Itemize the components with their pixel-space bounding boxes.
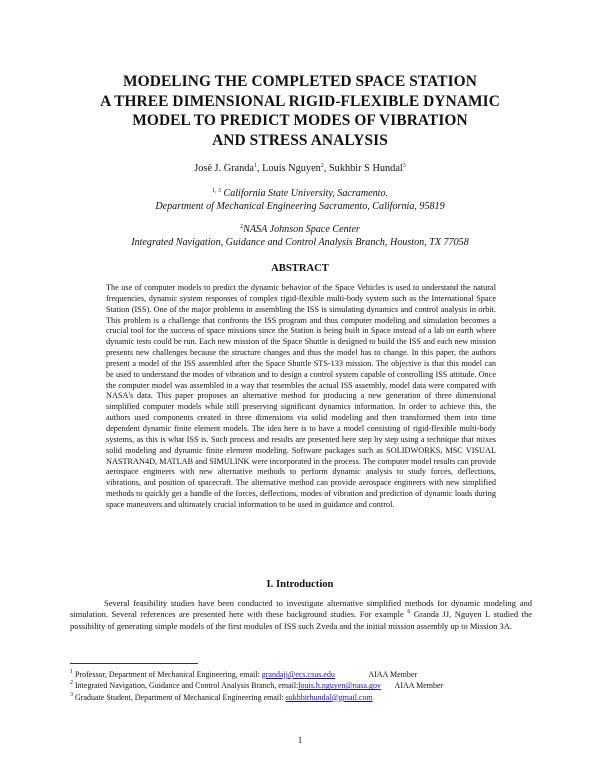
footnote-text: Graduate Student, Department of Mechanical Engineering email: <box>75 692 286 702</box>
affiliation-mark: 1, 3 <box>211 188 221 194</box>
email-link[interactable]: louis.h.nguyen@nasa.gov <box>298 681 381 691</box>
author-affiliation-mark: 3 <box>402 163 406 169</box>
intro-paragraph <box>70 598 532 632</box>
footnote-mark: 1 <box>70 669 73 675</box>
author-affiliation-mark: 2 <box>320 163 324 169</box>
title-line: AND STRESS ANALYSIS <box>212 131 388 149</box>
affiliation-mark: 2 <box>240 224 244 230</box>
footnote-text: Integrated Navigation, Guidance and Control Analysis Branch, email: <box>75 681 299 691</box>
footnote-mark: 2 <box>70 680 73 687</box>
affiliation-block <box>0 223 600 249</box>
intro-text: Several feasibility studies have been conducted to investigate alternative simplified methods for dynamic modeling and simulation. Several references are presented here with these background studies. For example <box>70 598 532 620</box>
author-name: Sukhbir S Hundal <box>328 163 403 174</box>
author-affiliation-mark: 1 <box>254 163 257 169</box>
title-line: MODELING THE COMPLETED SPACE STATION <box>123 73 477 90</box>
footnote <box>70 680 540 691</box>
page-number: 1 <box>297 735 303 745</box>
author-list: José J. Granda$^1$, Louis Nguyen$^2$, Sukhbir S Hundal$^3$ <box>194 163 406 174</box>
author-name: José J. Granda <box>194 163 254 174</box>
email-link[interactable]: sukhbirhundal@gmail.com <box>285 692 373 702</box>
title-line: A THREE DIMENSIONAL RIGID-FLEXIBLE DYNAMIC <box>100 92 500 110</box>
abstract-heading: ABSTRACT <box>271 263 329 274</box>
intro-text: Granda JJ, Nguyen L studied the possibility of generating simple models of the first modules of ISS such Zveda and the initial mission assembly up to Mission 3A. <box>70 609 533 631</box>
title-line: MODEL TO PREDICT MODES OF VIBRATION <box>132 112 468 129</box>
membership-label: AIAA Member <box>368 670 418 679</box>
footnote <box>70 669 540 680</box>
abstract-text: The use of computer models to predict the dynamic behavior of the Space Vehicles is used to understand the natural frequencies, dynamic system responses of complex rigid-flexible multi-body system such as the International Space Station (ISS). One of the major problems in assembling the ISS is simulating dynamics and control analysis in orbit. This problem is a challenge that confronts the ISS program and thus computer modeling and simulation becomes a crucial tool for the success of space missions since the Station is being built in Space instead of a lab on earth where dynamic tests could be run. Each new mission of the Space Shuttle is designed to build the ISS and each new mission presents new challenges because the structure changes and thus the model has to change. In this paper, the authors present a model of the ISS assembled after the Space Shuttle STS-133 mission. The objective is that this model can be used to understand the modes of vibration and to design a control system capable of controlling ISS attitude. Once the computer model was assembled in a way that resembles the actual ISS assembly, model data were compared with NASA's data. This paper proposes an alternative method for producing a new generation of three dimensional simplified computer models while still preserving significant dynamics information. In order to achieve this, the authors used components created in three dimensions via solid modeling and then transformed them into time dependent dynamic finite element models. The idea here is to have a model consisting of rigid-flexible multi-body systems, as this is what ISS is. Such process and results are presented here step by step using a technique that mixes solid modeling and dynamic finite element modeling. Software packages such as SOLIDWORKS, MSC VISUAL NASTRAN4D, MATLAB and SIMULINK were incorporated in the process. The computer model results can provide aerospace engineers with new alternative methods to perform dynamic analysis to study forces, deflections, vibrations, and position of spacecraft. The alternative method can provide aerospace engineers with new simplified methods to quickly get a handle of the forces, deflections, modes of vibration and prediction of dynamic loads during space maneuvers and ultimately crucial information to be used in guidance and control. <box>106 283 496 509</box>
section-heading: I. Introduction <box>266 579 334 590</box>
affiliation-department: Integrated Navigation, Guidance and Control Analysis Branch, Houston, TX 77058 <box>131 237 469 248</box>
email-link[interactable]: grandajj@ecs.csus.edu <box>261 670 335 679</box>
affiliation-department: Department of Mechanical Engineering Sacramento, California, 95819 <box>155 201 445 212</box>
footnote-text: Professor, Department of Mechanical Engineering, email: <box>75 670 262 679</box>
paper-title <box>40 72 560 150</box>
footnote-mark: 3 <box>70 691 73 698</box>
affiliation-institution: California State University, Sacramento. <box>223 188 389 199</box>
author-name: Louis Nguyen <box>262 163 321 174</box>
footnote <box>70 692 540 703</box>
reference-mark: 6 <box>407 609 411 616</box>
footnote-divider <box>70 663 198 664</box>
footnotes <box>70 669 540 703</box>
membership-label: AIAA Member <box>394 681 444 691</box>
affiliation-institution: NASA Johnson Space Center <box>243 224 360 235</box>
affiliation-block <box>0 187 600 213</box>
